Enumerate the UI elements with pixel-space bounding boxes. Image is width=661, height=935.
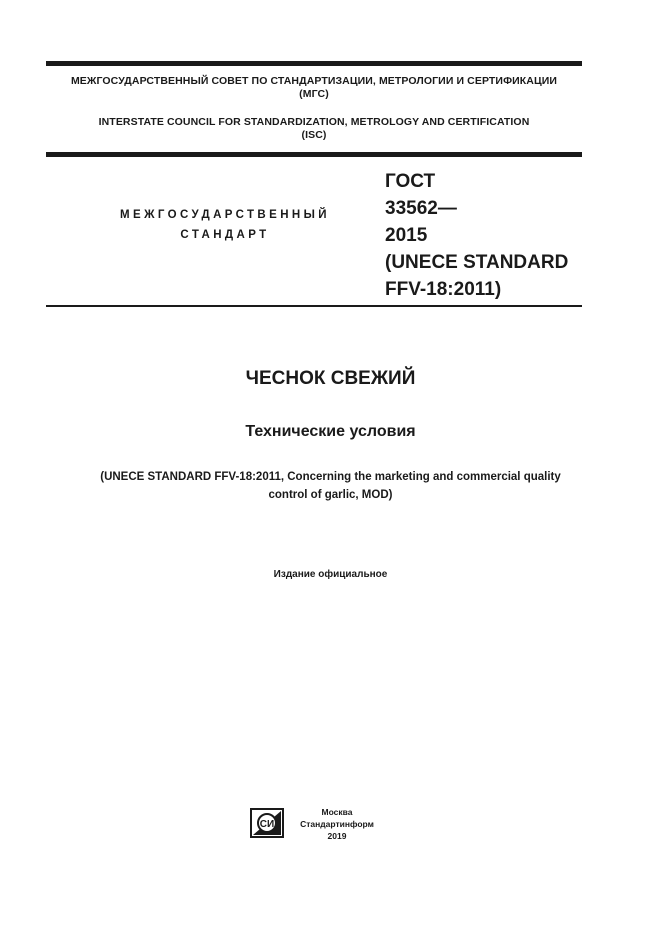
document-title: ЧЕСНОК СВЕЖИЙ [245, 368, 416, 389]
council-abbr-ru: (МГС) [299, 88, 329, 100]
gost-designation [385, 168, 585, 303]
unece-reference [30, 468, 631, 504]
top-thick-rule [46, 61, 582, 66]
standartinform-logo-icon [250, 808, 284, 838]
council-abbr-en: (ISC) [301, 129, 327, 141]
gost-label: ГОСТ [385, 171, 436, 192]
council-name-en [46, 116, 582, 142]
publisher-year: 2019 [327, 831, 347, 841]
document-subtitle: Технические условия [245, 423, 416, 440]
publisher-imprint [292, 806, 382, 842]
standard-kind [100, 207, 350, 243]
council-name-ru [46, 75, 582, 101]
unece-reference-line2: control of garlic, MOD) [268, 489, 393, 501]
designation-bottom-rule [46, 305, 582, 307]
standard-kind-line2: СТАНДАРТ [180, 229, 270, 241]
council-name-en-line1: INTERSTATE COUNCIL FOR STANDARDIZATION, METROLOGY AND CERTIFICATION [98, 116, 530, 128]
header-bottom-rule [46, 152, 582, 157]
unece-ref-line2: FFV-18:2011) [385, 279, 502, 300]
edition-note: Издание официальное [273, 569, 388, 580]
publisher-city: Москва [321, 807, 353, 817]
gost-year: 2015 [385, 225, 428, 246]
standard-kind-line1: МЕЖГОСУДАРСТВЕННЫЙ [120, 209, 330, 221]
unece-ref-line1: (UNECE STANDARD [385, 252, 569, 273]
logo-lettering: СИ [259, 819, 275, 830]
council-name-ru-line1: МЕЖГОСУДАРСТВЕННЫЙ СОВЕТ ПО СТАНДАРТИЗАЦИИ, МЕТРОЛОГИИ И СЕРТИФИКАЦИИ [70, 75, 558, 87]
gost-number: 33562— [385, 198, 457, 219]
unece-reference-line1: (UNECE STANDARD FFV-18:2011, Concerning the marketing and commercial quality [100, 471, 561, 483]
publisher-name: Стандартинформ [300, 819, 374, 829]
